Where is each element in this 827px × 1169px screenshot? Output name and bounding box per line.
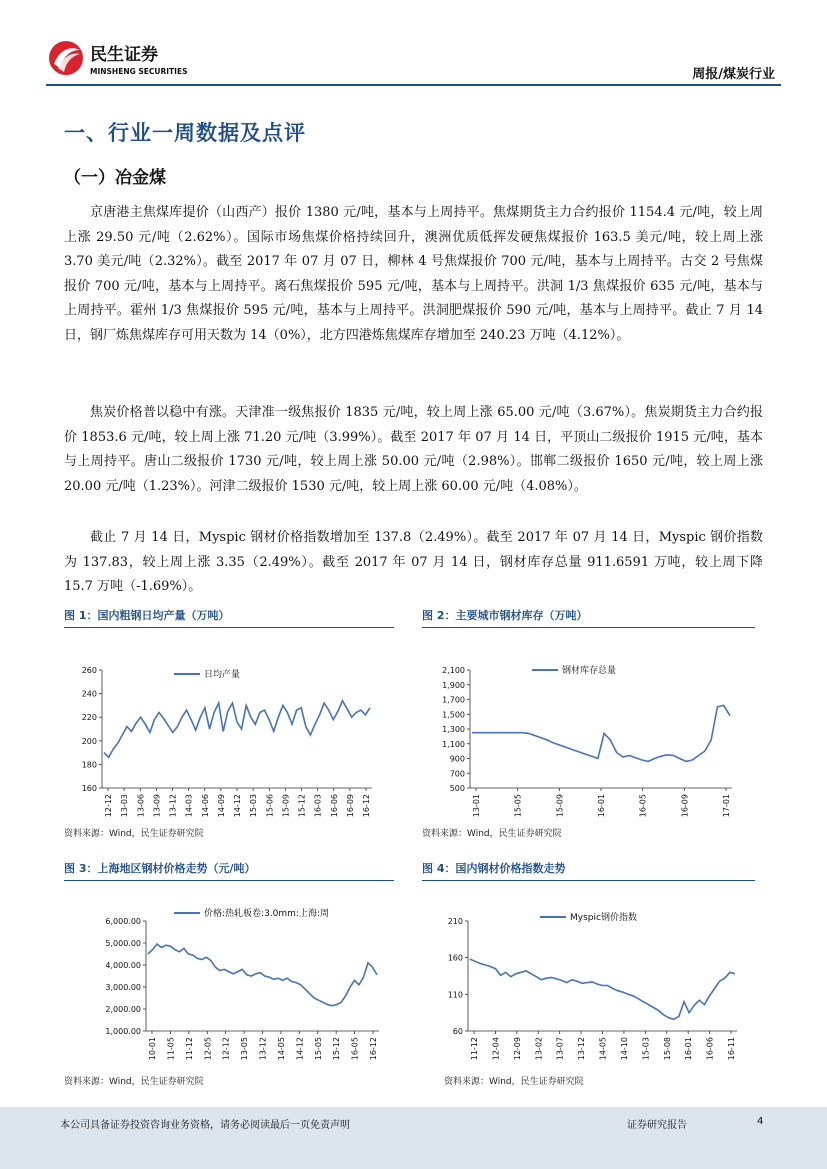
x-tick-label: 13-12 (258, 1037, 268, 1061)
x-tick-label: 12-05 (203, 1037, 213, 1061)
logo-en-text: MINSHENG SECURITIES (90, 67, 188, 76)
y-tick-label: 500 (449, 784, 465, 793)
x-tick-label: 16-09 (345, 794, 355, 818)
y-tick-label: 700 (449, 769, 465, 779)
x-tick-label: 15-12 (332, 1037, 342, 1061)
y-tick-label: 60 (452, 1027, 463, 1036)
x-tick-label: 15-03 (641, 1037, 651, 1061)
y-tick-label: 900 (449, 754, 465, 764)
x-tick-label: 16-09 (680, 794, 690, 818)
x-tick-label: 15-12 (297, 794, 307, 818)
y-tick-label: 6,000.00 (105, 917, 141, 926)
x-tick-label: 12-04 (491, 1037, 501, 1061)
x-tick-label: 11-05 (166, 1037, 176, 1061)
x-tick-label: 13-09 (152, 794, 162, 818)
x-tick-label: 14-09 (216, 794, 226, 818)
x-tick-label: 14-05 (276, 1037, 286, 1061)
x-tick-label: 13-01 (472, 794, 481, 818)
company-logo (46, 38, 206, 80)
x-tick-label: 15-03 (249, 794, 259, 818)
y-tick-label: 260 (81, 666, 97, 675)
x-tick-label: 13-12 (168, 794, 178, 818)
x-tick-label: 14-06 (200, 794, 210, 818)
page-number: 4 (757, 1116, 764, 1127)
y-tick-label: 110 (447, 990, 463, 1000)
figure-2-title: 图 2：主要城市钢材库存（万吨） (422, 607, 755, 628)
figure-1 (64, 607, 394, 820)
x-tick-label: 15-05 (513, 794, 523, 818)
figure-1-title: 图 1：国内粗钢日均产量（万吨） (64, 607, 394, 628)
x-tick-label: 15-09 (555, 794, 565, 818)
report-category: 周报/煤炭行业 (692, 67, 775, 82)
x-tick-label: 13-02 (534, 1037, 544, 1061)
legend-label: Myspic钢价指数 (570, 913, 637, 923)
x-tick-label: 16-06 (705, 1037, 715, 1061)
x-tick-label: 14-10 (619, 1037, 629, 1061)
y-tick-label: 200 (81, 736, 97, 746)
chart-shanghai-steel-price (64, 881, 394, 1073)
y-tick-label: 160 (81, 784, 97, 793)
paragraph-coking-coal: 京唐港主焦煤库提价（山西产）报价 1380 元/吨，基本与上周持平。焦煤期货主力合约报价 1154.4 元/吨，较上周上涨 29.50 元/吨（2.62%）。国际市场焦煤价格持续回升，澳洲优质低挥发硬焦煤报价 163.5 美元/吨，较上周上涨 3.70 美元/吨（2.32%）。截至 2017 年 07 月 07 日，柳林 4 号焦煤报价 700 元/吨，基本与上周持平。古交 2 号焦煤报价 700 元/吨，基本与上周持平。离石焦煤报价 595 元/吨，基本与上周持平。洪洞 1/3 焦煤报价 635 元/吨，基本与上周持平。霍州 1/3 焦煤报价 595 元/吨，基本与上周持平。洪洞肥煤报价 590 元/吨，基本与上周持平。截止 7 月 14 日，钢厂炼焦煤库存可用天数为 14（0%），北方四港炼焦煤库存增加至 240.23 万吨（4.12%）。 (64, 205, 763, 343)
y-tick-label: 1,700 (442, 695, 465, 705)
y-tick-label: 4,000.00 (105, 961, 141, 970)
legend-label: 价格:热轧板卷:3.0mm:上海:周 (204, 909, 329, 919)
x-tick-label: 12-12 (221, 1037, 231, 1061)
y-tick-label: 180 (81, 760, 97, 770)
series-line (104, 701, 370, 758)
legend-label: 日均产量 (204, 670, 241, 680)
y-tick-label: 3,000.00 (105, 983, 141, 992)
series-line (470, 959, 735, 1019)
y-tick-label: 2,000.00 (105, 1005, 141, 1014)
y-tick-label: 240 (81, 689, 97, 699)
series-line (148, 944, 377, 1006)
y-tick-label: 1,000.00 (105, 1027, 141, 1036)
paragraph-steel: 截止 7 月 14 日，Myspic 钢材价格指数增加至 137.8（2.49%）。截至 2017 年 07 月 14 日，Myspic 钢价指数为 137.83，较上周上涨 3.35（2.49%）。截至 2017 年 07 月 14 日，钢材库存总量 911.6591 万吨，较上周下降 15.7 万吨（-1.69%）。 (64, 530, 763, 594)
x-tick-label: 11-12 (470, 1037, 479, 1061)
x-tick-label: 13-12 (577, 1037, 587, 1061)
series-line (472, 705, 730, 761)
x-tick-label: 16-03 (313, 794, 323, 818)
x-tick-label: 14-12 (295, 1037, 305, 1061)
figure-4 (422, 860, 755, 1073)
footer-report-type: 证券研究报告 (627, 1120, 687, 1131)
x-tick-label: 13-07 (555, 1037, 565, 1061)
x-tick-label: 14-05 (598, 1037, 608, 1061)
chart-crude-steel-output (64, 628, 394, 820)
x-tick-label: 15-08 (662, 1037, 672, 1061)
chart-steel-inventory (422, 628, 755, 820)
y-tick-label: 2,100 (442, 666, 465, 675)
header-divider (46, 84, 781, 86)
x-tick-label: 14-03 (184, 794, 194, 818)
x-tick-label: 16-05 (350, 1037, 360, 1061)
x-tick-label: 16-12 (369, 1037, 378, 1061)
y-tick-label: 160 (447, 953, 463, 963)
footer-disclaimer: 本公司具备证券投资咨询业务资格，请务必阅读最后一页免责声明 (60, 1120, 350, 1131)
figure-2 (422, 607, 755, 820)
logo-cn-text: 民生证券 (90, 45, 158, 65)
figure-3-title: 图 3：上海地区钢材价格走势（元/吨） (64, 860, 394, 881)
figure-1-source: 资料来源：Wind，民生证券研究院 (64, 829, 204, 839)
x-tick-label: 13-06 (136, 794, 146, 818)
x-tick-label: 16-05 (638, 794, 648, 818)
x-tick-label: 16-01 (684, 1037, 694, 1061)
section-title: 一、行业一周数据及点评 (64, 121, 306, 145)
y-tick-label: 1,100 (442, 739, 465, 749)
figure-3 (64, 860, 394, 1073)
subsection-title: （一）冶金煤 (64, 168, 166, 188)
y-tick-label: 1,300 (442, 725, 465, 734)
x-tick-label: 15-09 (281, 794, 291, 818)
figure-2-source: 资料来源：Wind，民生证券研究院 (422, 829, 562, 839)
x-tick-label: 11-12 (184, 1037, 194, 1061)
x-tick-label: 16-01 (597, 794, 606, 818)
x-tick-label: 12-09 (512, 1037, 522, 1061)
x-tick-label: 10-01 (148, 1037, 157, 1061)
x-tick-label: 16-11 (727, 1037, 736, 1061)
x-tick-label: 14-12 (233, 794, 242, 818)
figure-4-title: 图 4：国内钢材价格指数走势 (422, 860, 755, 881)
x-tick-label: 16-06 (329, 794, 339, 818)
x-tick-label: 15-06 (265, 794, 275, 818)
paragraph-coke: 焦炭价格普以稳中有涨。天津准一级焦报价 1835 元/吨，较上周上涨 65.00 元/吨（3.67%）。焦炭期货主力合约报价 1853.6 元/吨，较上周上涨 71.20 元/吨（3.99%）。截至 2017 年 07 月 14 日，平顶山二级报价 1915 元/吨，基本与上周持平。唐山二级报价 1730 元/吨，较上周上涨 50.00 元/吨（2.98%）。邯郸二级报价 1650 元/吨，较上周上涨 20.00 元/吨（1.23%）。河津二级报价 1530 元/吨，较上周上涨 60.00 元/吨（4.08%）。 (64, 405, 763, 494)
x-tick-label: 16-12 (362, 794, 371, 818)
y-tick-label: 210 (447, 917, 463, 926)
x-tick-label: 15-05 (313, 1037, 323, 1061)
x-tick-label: 12-12 (104, 794, 113, 818)
y-tick-label: 1,900 (442, 680, 465, 690)
figure-4-source: 资料来源：Wind，民生证券研究院 (444, 1077, 584, 1087)
legend-label: 钢材库存总量 (562, 666, 617, 676)
x-tick-label: 17-01 (722, 794, 731, 818)
y-tick-label: 5,000.00 (105, 939, 141, 948)
figure-3-source: 资料来源：Wind，民生证券研究院 (64, 1077, 204, 1087)
y-tick-label: 1,500 (442, 710, 465, 720)
y-tick-label: 220 (81, 713, 97, 723)
chart-myspic-index (422, 881, 755, 1073)
x-tick-label: 13-03 (120, 794, 130, 818)
x-tick-label: 13-05 (240, 1037, 250, 1061)
